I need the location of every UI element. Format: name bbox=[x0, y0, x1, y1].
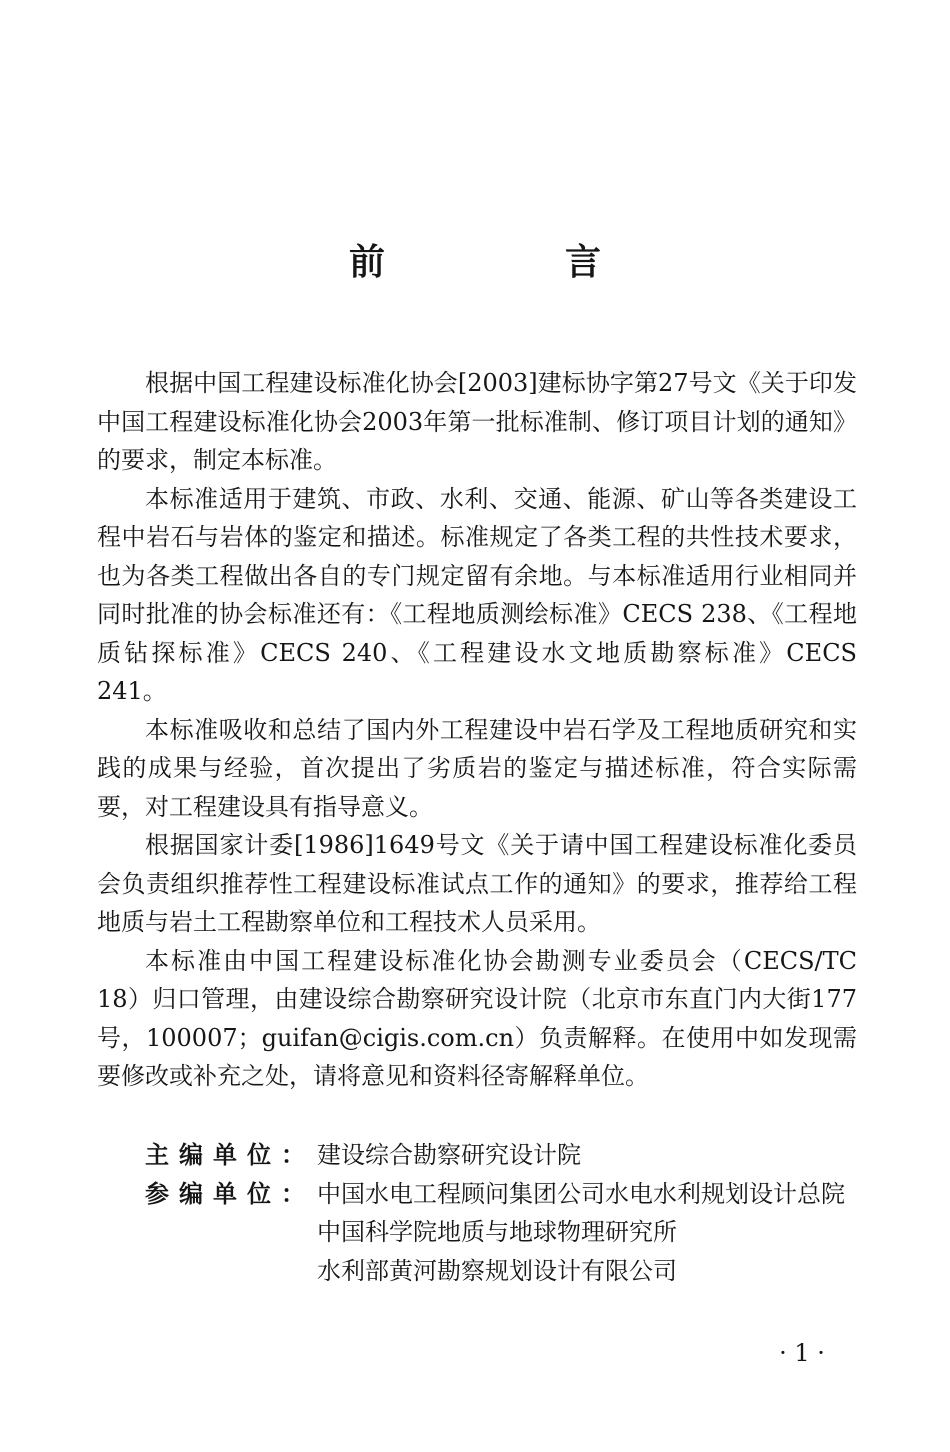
chief-editor-row bbox=[97, 1136, 857, 1175]
page-title: 前 言 bbox=[348, 241, 673, 283]
chief-editor-unit: 建设综合勘察研究设计院 bbox=[317, 1141, 581, 1169]
participant-unit: 中国科学院地质与地球物理研究所 bbox=[317, 1218, 677, 1246]
paragraph-management: 本标准由中国工程建设标准化协会勘测专业委员会（CECS/TC 18）归口管理，由建设综合勘察研究设计院（北京市东直门内大街177号，100007；guifan@cigis.com.cn）负责解释。在使用中如发现需要修改或补充之处，请将意见和资料径寄解释单位。 bbox=[97, 946, 857, 1090]
participant-editor-label: 参编单位： bbox=[145, 1178, 305, 1208]
participant-editor-names bbox=[317, 1175, 857, 1291]
participant-editor-row bbox=[97, 1175, 857, 1291]
chief-editor-label: 主编单位： bbox=[145, 1140, 305, 1169]
preface-body bbox=[97, 364, 857, 1096]
paragraph-basis: 根据中国工程建设标准化协会[2003]建标协字第27号文《关于印发中国工程建设标准化协会2003年第一批标准制、修订项目计划的通知》的要求，制定本标准。 bbox=[97, 369, 857, 474]
paragraph-recommendation: 根据国家计委[1986]1649号文《关于请中国工程建设标准化委员会负责组织推荐性工程建设标准试点工作的通知》的要求，推荐给工程地质与岩土工程勘察单位和工程技术人员采用。 bbox=[97, 831, 857, 936]
paragraph-significance: 本标准吸收和总结了国内外工程建设中岩石学及工程地质研究和实践的成果与经验，首次提出了劣质岩的鉴定与描述标准，符合实际需要，对工程建设具有指导意义。 bbox=[97, 715, 857, 821]
page-number: · 1 · bbox=[779, 1339, 825, 1367]
chief-editor-names bbox=[317, 1136, 857, 1175]
editor-units bbox=[97, 1136, 857, 1290]
paragraph-scope: 本标准适用于建筑、市政、水利、交通、能源、矿山等各类建设工程中岩石与岩体的鉴定和描述。标准规定了各类工程的共性技术要求，也为各类工程做出各自的专门规定留有余地。与本标准适用行业相同并同时批准的协会标准还有：《工程地质测绘标准》CECS 238、《工程地质钻探标准》CECS 240、《工程建设水文地质勘察标准》CECS 241。 bbox=[97, 484, 857, 705]
participant-unit: 水利部黄河勘察规划设计有限公司 bbox=[317, 1256, 677, 1285]
participant-unit: 中国水电工程顾问集团公司水电水利规划设计总院 bbox=[317, 1179, 845, 1208]
